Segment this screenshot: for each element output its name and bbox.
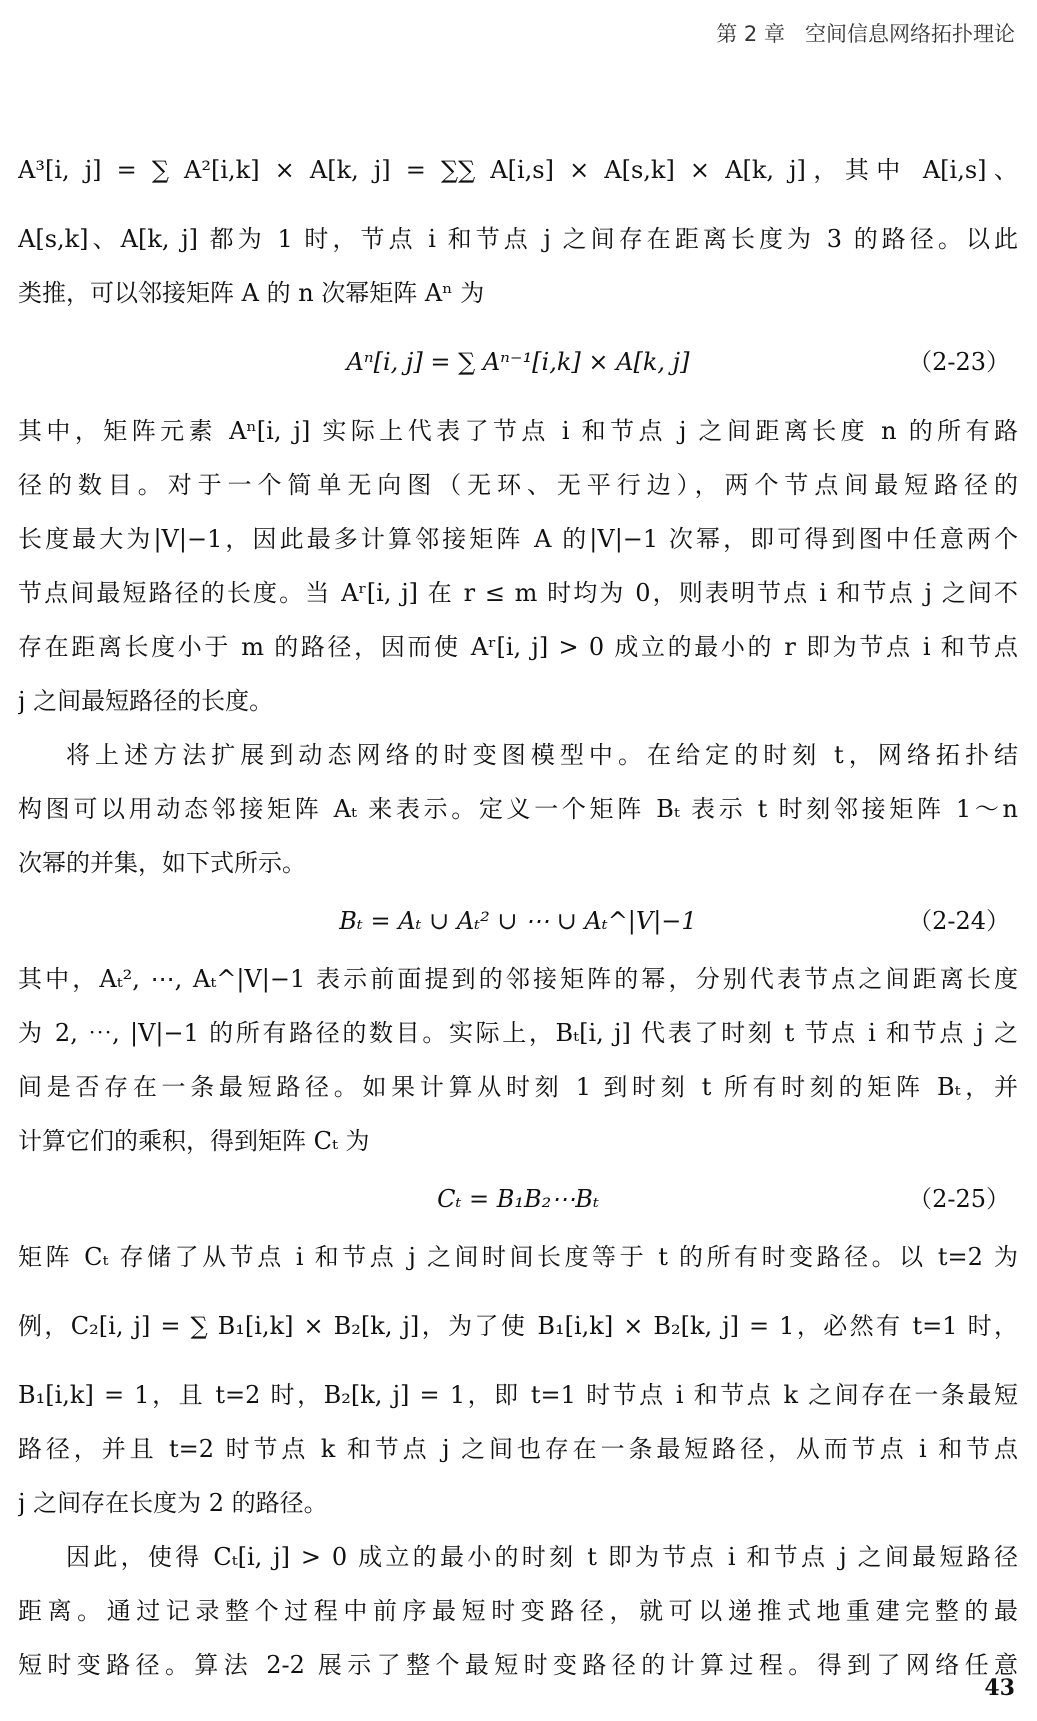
text-line: B₁[i,k] = 1，且 t=2 时，B₂[k, j] = 1，即 t=1 时节点 i 和节点 k 之间存在一条最短 — [18, 1381, 1018, 1409]
text-line: A³[i, j] = ∑ A²[i,k] × A[k, j] = ∑∑ A[i,s] × A[s,k] × A[k, j]，其中 A[i,s]、 — [18, 156, 1018, 184]
text-line: 次幂的并集，如下式所示。 — [18, 849, 306, 877]
equation-number: （2-23） — [908, 348, 1010, 376]
text-line: 间是否存在一条最短路径。如果计算从时刻 1 到时刻 t 所有时刻的矩阵 Bₜ，并 — [18, 1073, 1018, 1101]
chapter-label: 第 2 章 — [716, 22, 785, 46]
text-line: 计算它们的乘积，得到矩阵 Cₜ 为 — [18, 1127, 370, 1155]
page-number: 43 — [984, 1675, 1015, 1701]
text-line: j 之间存在长度为 2 的路径。 — [18, 1489, 328, 1517]
text-line: 为 2, ⋯, |V|−1 的所有路径的数目。实际上，Bₜ[i, j] 代表了时刻 t 节点 i 和节点 j 之 — [18, 1019, 1018, 1047]
equation-body: Cₜ = B₁B₂⋯Bₜ — [437, 1185, 599, 1213]
text-line: 存在距离长度小于 m 的路径，因而使 Aʳ[i, j] > 0 成立的最小的 r 即为节点 i 和节点 — [18, 633, 1018, 661]
equation-2-24 — [18, 890, 1018, 952]
text-line: 其中，Aₜ², ⋯, Aₜ^|V|−1 表示前面提到的邻接矩阵的幂，分别代表节点之间距离长度 — [18, 965, 1018, 993]
text-line: 构图可以用动态邻接矩阵 Aₜ 来表示。定义一个矩阵 Bₜ 表示 t 时刻邻接矩阵 1～n — [18, 795, 1018, 823]
text-line: 距离。通过记录整个过程中前序最短时变路径，就可以递推式地重建完整的最 — [18, 1597, 1018, 1625]
text-line: A[s,k]、A[k, j] 都为 1 时，节点 i 和节点 j 之间存在距离长度为 3 的路径。以此 — [18, 225, 1018, 253]
text-line: 短时变路径。算法 2-2 展示了整个最短时变路径的计算过程。得到了网络任意 — [18, 1651, 1018, 1679]
text-line: 长度最大为|V|−1，因此最多计算邻接矩阵 A 的|V|−1 次幂，即可得到图中任意两个 — [18, 525, 1018, 553]
equation-body: Aⁿ[i, j] = ∑ Aⁿ⁻¹[i,k] × A[k, j] — [346, 348, 690, 376]
page-body — [18, 128, 1018, 1692]
equation-body: Bₜ = Aₜ ∪ Aₜ² ∪ ⋯ ∪ Aₜ^|V|−1 — [339, 907, 697, 935]
text-line: j 之间最短路径的长度。 — [18, 687, 274, 715]
equation-2-23 — [18, 320, 1018, 404]
text-line: 矩阵 Cₜ 存储了从节点 i 和节点 j 之间时间长度等于 t 的所有时变路径。以 t=2 为 — [18, 1243, 1018, 1271]
text-line: 因此，使得 Cₜ[i, j] > 0 成立的最小的时刻 t 即为节点 i 和节点 j 之间最短路径 — [66, 1543, 1018, 1571]
text-line: 路径，并且 t=2 时节点 k 和节点 j 之间也存在一条最短路径，从而节点 i 和节点 — [18, 1435, 1018, 1463]
equation-number: （2-25） — [908, 1185, 1010, 1213]
text-line: 将上述方法扩展到动态网络的时变图模型中。在给定的时刻 t，网络拓扑结 — [66, 741, 1018, 769]
text-line: 类推，可以邻接矩阵 A 的 n 次幂矩阵 Aⁿ 为 — [18, 279, 485, 307]
text-line: 例，C₂[i, j] = ∑ B₁[i,k] × B₂[k, j]，为了使 B₁[i,k] × B₂[k, j] = 1，必然有 t=1 时， — [18, 1312, 1018, 1340]
text-line: 节点间最短路径的长度。当 Aʳ[i, j] 在 r ≤ m 时均为 0，则表明节点 i 和节点 j 之间不 — [18, 579, 1018, 607]
running-header — [716, 18, 1015, 48]
equation-number: （2-24） — [908, 907, 1010, 935]
text-line: 其中，矩阵元素 Aⁿ[i, j] 实际上代表了节点 i 和节点 j 之间距离长度 n 的所有路 — [18, 417, 1018, 445]
chapter-title: 空间信息网络拓扑理论 — [805, 22, 1015, 46]
equation-2-25 — [18, 1168, 1018, 1230]
text-line: 径的数目。对于一个简单无向图（无环、无平行边），两个节点间最短路径的 — [18, 471, 1018, 499]
